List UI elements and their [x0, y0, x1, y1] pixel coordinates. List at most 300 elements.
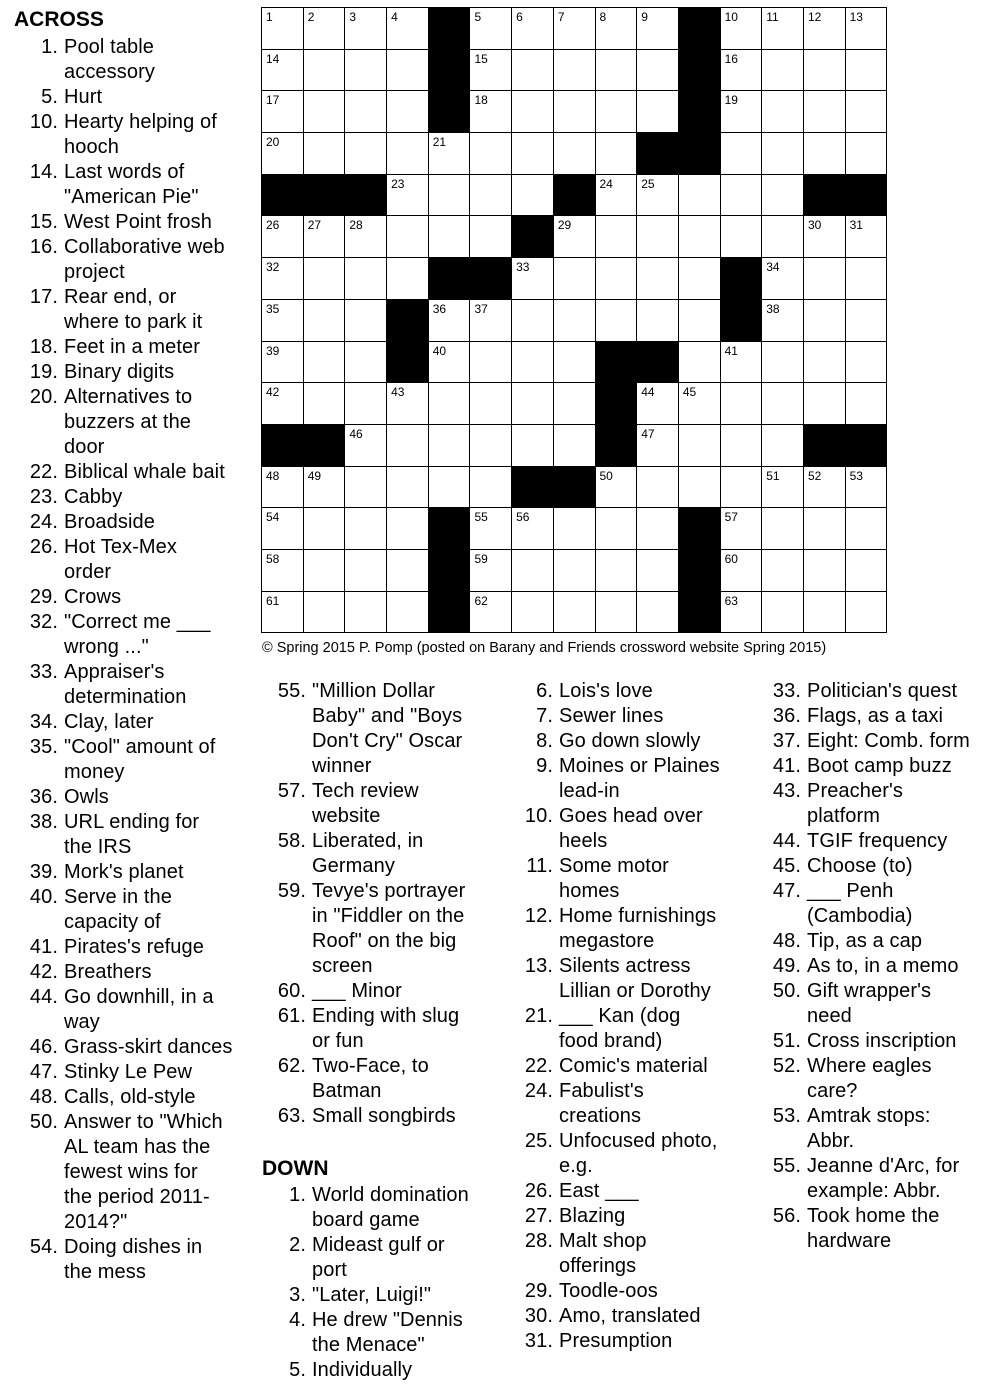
clue-text-line: Unfocused photo,: [559, 1130, 718, 1152]
grid-cell[interactable]: [596, 508, 638, 550]
grid-cell[interactable]: [262, 467, 304, 509]
grid-cell[interactable]: [637, 467, 679, 509]
clue-text-line: determination: [64, 686, 187, 708]
grid-cell[interactable]: [512, 91, 554, 133]
grid-cell[interactable]: [679, 425, 721, 467]
grid-cell[interactable]: [387, 133, 429, 175]
grid-cell[interactable]: [304, 508, 346, 550]
grid-cell[interactable]: [512, 592, 554, 634]
grid-cell[interactable]: [345, 425, 387, 467]
grid-cell[interactable]: [762, 133, 804, 175]
grid-cell[interactable]: [721, 508, 763, 550]
grid-cell[interactable]: [512, 508, 554, 550]
grid-cell[interactable]: [387, 258, 429, 300]
grid-cell[interactable]: [262, 508, 304, 550]
grid-cell[interactable]: [262, 342, 304, 384]
grid-cell[interactable]: [429, 300, 471, 342]
grid-cell[interactable]: [387, 8, 429, 50]
grid-cell[interactable]: [762, 508, 804, 550]
clue-text-line: Collaborative web: [64, 236, 225, 258]
grid-cell[interactable]: [637, 592, 679, 634]
grid-cell[interactable]: [554, 383, 596, 425]
grid-cell[interactable]: [721, 467, 763, 509]
grid-cell[interactable]: [345, 508, 387, 550]
grid-cell[interactable]: [387, 216, 429, 258]
clue-text-line: Amtrak stops:: [807, 1105, 931, 1127]
grid-cell[interactable]: [387, 467, 429, 509]
grid-cell[interactable]: [512, 175, 554, 217]
grid-cell[interactable]: [387, 550, 429, 592]
clue: [757, 829, 985, 854]
clue: [262, 1308, 512, 1358]
grid-cell[interactable]: [345, 592, 387, 634]
clue-number: 10.: [524, 805, 553, 827]
grid-cell[interactable]: [846, 508, 888, 550]
grid-cell[interactable]: [846, 258, 888, 300]
grid-cell[interactable]: [804, 216, 846, 258]
clue-text-line: Feet in a meter: [64, 336, 201, 358]
grid-cell[interactable]: [512, 383, 554, 425]
grid-cell[interactable]: [846, 8, 888, 50]
grid-cell[interactable]: [387, 592, 429, 634]
grid-cell[interactable]: [304, 300, 346, 342]
grid-cell[interactable]: [429, 175, 471, 217]
grid-cell[interactable]: [804, 300, 846, 342]
grid-cell[interactable]: [596, 467, 638, 509]
clue-text-line: West Point frosh: [64, 211, 212, 233]
clue-text-line: Eight: Comb. form: [807, 730, 970, 752]
clue-number: 6.: [536, 680, 553, 702]
clue-text-line: capacity of: [64, 911, 161, 933]
clue-column-1: [14, 35, 254, 1285]
cell-number: 38: [766, 301, 780, 316]
black-square: [846, 425, 888, 467]
grid-cell[interactable]: [846, 133, 888, 175]
grid-cell[interactable]: [345, 300, 387, 342]
clue-text-line: Tevye's portrayer: [312, 880, 466, 902]
clue-text-line: "American Pie": [64, 186, 199, 208]
grid-cell[interactable]: [304, 258, 346, 300]
grid-cell[interactable]: [345, 216, 387, 258]
grid-cell[interactable]: [679, 175, 721, 217]
grid-cell[interactable]: [345, 550, 387, 592]
grid-cell[interactable]: [721, 8, 763, 50]
black-square: [429, 50, 471, 92]
grid-cell[interactable]: [262, 216, 304, 258]
black-square: [846, 175, 888, 217]
grid-cell[interactable]: [804, 550, 846, 592]
grid-cell[interactable]: [345, 258, 387, 300]
grid-cell[interactable]: [470, 550, 512, 592]
black-square: [304, 425, 346, 467]
grid-cell[interactable]: [304, 216, 346, 258]
clue: [262, 979, 512, 1004]
grid-cell[interactable]: [345, 8, 387, 50]
black-square: [554, 175, 596, 217]
clue: [14, 85, 254, 110]
grid-cell[interactable]: [679, 216, 721, 258]
clue-text-line: Breathers: [64, 961, 152, 983]
clue: [757, 779, 985, 829]
grid-cell[interactable]: [721, 175, 763, 217]
clue-text-line: As to, in a memo: [807, 955, 959, 977]
grid-cell[interactable]: [637, 258, 679, 300]
grid-cell[interactable]: [304, 550, 346, 592]
grid-cell[interactable]: [721, 550, 763, 592]
grid-cell[interactable]: [387, 383, 429, 425]
grid-cell[interactable]: [304, 467, 346, 509]
black-square: [554, 467, 596, 509]
grid-cell[interactable]: [345, 467, 387, 509]
grid-cell[interactable]: [429, 342, 471, 384]
grid-cell[interactable]: [804, 91, 846, 133]
clue-text-line: care?: [807, 1080, 858, 1102]
grid-cell[interactable]: [554, 550, 596, 592]
grid-cell[interactable]: [804, 467, 846, 509]
grid-cell[interactable]: [637, 175, 679, 217]
grid-cell[interactable]: [762, 175, 804, 217]
grid-cell[interactable]: [679, 467, 721, 509]
grid-cell[interactable]: [470, 508, 512, 550]
clue-number: 30.: [524, 1305, 553, 1327]
clue-text-line: Biblical whale bait: [64, 461, 225, 483]
grid-cell[interactable]: [762, 550, 804, 592]
grid-cell[interactable]: [679, 342, 721, 384]
clue: [509, 804, 759, 854]
grid-cell[interactable]: [304, 383, 346, 425]
grid-cell[interactable]: [637, 216, 679, 258]
grid-cell[interactable]: [470, 383, 512, 425]
grid-cell[interactable]: [721, 91, 763, 133]
clue: [757, 704, 985, 729]
black-square: [679, 550, 721, 592]
grid-cell[interactable]: [470, 342, 512, 384]
grid-cell[interactable]: [512, 8, 554, 50]
grid-cell[interactable]: [846, 342, 888, 384]
clue-number: 46.: [29, 1036, 58, 1058]
grid-cell[interactable]: [762, 467, 804, 509]
clue-number: 31.: [524, 1330, 553, 1352]
clue-text-line: the mess: [64, 1261, 146, 1283]
clue-number: 43.: [772, 780, 801, 802]
clue-number: 55.: [772, 1155, 801, 1177]
clue-number: 33.: [772, 680, 801, 702]
grid-cell[interactable]: [387, 175, 429, 217]
grid-cell[interactable]: [596, 300, 638, 342]
clue-number: 44.: [772, 830, 801, 852]
grid-cell[interactable]: [804, 133, 846, 175]
grid-cell[interactable]: [721, 50, 763, 92]
grid-cell[interactable]: [804, 50, 846, 92]
grid-cell[interactable]: [554, 91, 596, 133]
grid-cell[interactable]: [429, 383, 471, 425]
clue-text-line: Rear end, or: [64, 286, 177, 308]
grid-cell[interactable]: [262, 91, 304, 133]
cell-number: 4: [391, 10, 398, 24]
cell-number: 7: [557, 10, 565, 24]
grid-cell[interactable]: [804, 592, 846, 634]
clue-number: 11.: [526, 855, 553, 877]
grid-cell[interactable]: [262, 300, 304, 342]
grid-cell[interactable]: [262, 383, 304, 425]
clue-text-line: screen: [312, 955, 373, 977]
grid-cell[interactable]: [512, 258, 554, 300]
clue-number: 49.: [772, 955, 801, 977]
grid-cell[interactable]: [512, 133, 554, 175]
grid-cell[interactable]: [762, 216, 804, 258]
grid-cell[interactable]: [721, 133, 763, 175]
grid-cell[interactable]: [762, 258, 804, 300]
grid-cell[interactable]: [470, 8, 512, 50]
grid-cell[interactable]: [345, 133, 387, 175]
grid-cell[interactable]: [804, 383, 846, 425]
grid-cell[interactable]: [470, 175, 512, 217]
grid-cell[interactable]: [429, 425, 471, 467]
grid-cell[interactable]: [262, 133, 304, 175]
clue-text-line: Boot camp buzz: [807, 755, 952, 777]
grid-cell[interactable]: [846, 216, 888, 258]
cell-number: 56: [516, 510, 530, 525]
clue-number: 23.: [29, 486, 58, 508]
grid-cell[interactable]: [429, 467, 471, 509]
grid-cell[interactable]: [637, 383, 679, 425]
grid-cell[interactable]: [262, 50, 304, 92]
grid-cell[interactable]: [470, 425, 512, 467]
grid-cell[interactable]: [387, 508, 429, 550]
grid-cell[interactable]: [762, 50, 804, 92]
grid-cell[interactable]: [637, 8, 679, 50]
cell-number: 1: [266, 10, 273, 24]
grid-cell[interactable]: [762, 592, 804, 634]
grid-cell[interactable]: [679, 300, 721, 342]
clue: [757, 1204, 985, 1254]
grid-cell[interactable]: [262, 258, 304, 300]
grid-cell[interactable]: [554, 216, 596, 258]
clue-text-line: Pirates's refuge: [64, 936, 204, 958]
clue-number: 22.: [524, 1055, 553, 1077]
grid-cell[interactable]: [554, 133, 596, 175]
clue-number: 1.: [289, 1184, 306, 1206]
grid-cell[interactable]: [387, 50, 429, 92]
clue-text-line: Blazing: [559, 1205, 626, 1227]
black-square: [804, 425, 846, 467]
grid-cell[interactable]: [512, 550, 554, 592]
grid-cell[interactable]: [637, 300, 679, 342]
grid-cell[interactable]: [470, 592, 512, 634]
grid-cell[interactable]: [554, 8, 596, 50]
grid-cell[interactable]: [721, 592, 763, 634]
grid-cell[interactable]: [762, 8, 804, 50]
grid-cell[interactable]: [596, 175, 638, 217]
grid-cell[interactable]: [470, 300, 512, 342]
grid-cell[interactable]: [304, 133, 346, 175]
grid-cell[interactable]: [345, 50, 387, 92]
clue-number: 25.: [524, 1130, 553, 1152]
clue: [509, 1079, 759, 1129]
clue-number: 62.: [277, 1055, 306, 1077]
grid-cell[interactable]: [387, 91, 429, 133]
cell-number: 42: [266, 385, 280, 400]
grid-cell[interactable]: [721, 383, 763, 425]
clue: [14, 385, 254, 460]
clue-number: 26.: [29, 536, 58, 558]
grid-cell[interactable]: [554, 508, 596, 550]
cell-number: 14: [266, 51, 280, 66]
clue-text-line: order: [64, 561, 112, 583]
grid-cell[interactable]: [429, 133, 471, 175]
clue-number: 37.: [772, 730, 801, 752]
clue: [14, 335, 254, 360]
clue-text-line: money: [64, 761, 125, 783]
clue-text-line: Cabby: [64, 486, 123, 508]
black-square: [721, 300, 763, 342]
clue-text-line: ___ Minor: [312, 980, 402, 1002]
grid-cell[interactable]: [554, 50, 596, 92]
grid-cell[interactable]: [470, 50, 512, 92]
grid-cell[interactable]: [804, 508, 846, 550]
grid-cell[interactable]: [596, 592, 638, 634]
clue-text-line: Appraiser's: [64, 661, 165, 683]
grid-cell[interactable]: [596, 550, 638, 592]
clue-text-line: Mideast gulf or: [312, 1234, 445, 1256]
clue-text-line: Broadside: [64, 511, 155, 533]
grid-cell[interactable]: [262, 592, 304, 634]
grid-cell[interactable]: [345, 383, 387, 425]
grid-cell[interactable]: [512, 300, 554, 342]
clue-number: 8.: [536, 730, 553, 752]
grid-cell[interactable]: [554, 258, 596, 300]
grid-cell[interactable]: [762, 91, 804, 133]
grid-cell[interactable]: [470, 91, 512, 133]
grid-cell[interactable]: [637, 50, 679, 92]
grid-cell[interactable]: [721, 342, 763, 384]
grid-cell[interactable]: [304, 342, 346, 384]
grid-cell[interactable]: [345, 342, 387, 384]
grid-cell[interactable]: [762, 300, 804, 342]
grid-cell[interactable]: [554, 300, 596, 342]
clue: [14, 710, 254, 735]
grid-cell[interactable]: [512, 342, 554, 384]
grid-cell[interactable]: [762, 383, 804, 425]
grid-cell[interactable]: [804, 342, 846, 384]
grid-cell[interactable]: [304, 91, 346, 133]
grid-cell[interactable]: [762, 425, 804, 467]
grid-cell[interactable]: [596, 91, 638, 133]
clue-text-line: Last words of: [64, 161, 185, 183]
grid-cell[interactable]: [262, 8, 304, 50]
grid-cell[interactable]: [846, 50, 888, 92]
clue: [14, 735, 254, 785]
clue-text-line: or fun: [312, 1030, 364, 1052]
clue: [262, 1054, 512, 1104]
grid-cell[interactable]: [679, 383, 721, 425]
clue: [262, 1004, 512, 1054]
grid-cell[interactable]: [512, 50, 554, 92]
clue-number: 29.: [524, 1280, 553, 1302]
grid-cell[interactable]: [262, 550, 304, 592]
cell-number: 24: [599, 176, 613, 191]
clue-text-line: Lois's love: [559, 680, 653, 702]
clue-text-line: Doing dishes in: [64, 1236, 203, 1258]
grid-cell[interactable]: [846, 383, 888, 425]
grid-cell[interactable]: [762, 342, 804, 384]
grid-cell[interactable]: [304, 50, 346, 92]
clue: [14, 860, 254, 885]
clue: [509, 904, 759, 954]
black-square: [345, 175, 387, 217]
clue: [509, 704, 759, 729]
grid-cell[interactable]: [637, 550, 679, 592]
black-square: [679, 508, 721, 550]
clue: [14, 1085, 254, 1110]
cell-number: 17: [266, 93, 280, 108]
grid-cell[interactable]: [846, 550, 888, 592]
clue-number: 20.: [29, 386, 58, 408]
grid-cell[interactable]: [387, 425, 429, 467]
grid-cell[interactable]: [721, 216, 763, 258]
clue-text-line: Choose (to): [807, 855, 913, 877]
grid-cell[interactable]: [596, 8, 638, 50]
clue: [757, 879, 985, 929]
grid-cell[interactable]: [304, 592, 346, 634]
grid-cell[interactable]: [596, 133, 638, 175]
grid-cell[interactable]: [721, 425, 763, 467]
grid-cell[interactable]: [637, 508, 679, 550]
clue-number: 51.: [772, 1030, 801, 1052]
grid-cell[interactable]: [596, 258, 638, 300]
grid-cell[interactable]: [637, 425, 679, 467]
clue: [757, 854, 985, 879]
cell-number: 18: [474, 93, 488, 108]
black-square: [679, 50, 721, 92]
clue: [14, 485, 254, 510]
clue-number: 14.: [29, 161, 58, 183]
grid-cell[interactable]: [554, 342, 596, 384]
cell-number: 9: [641, 10, 648, 24]
clue: [14, 935, 254, 960]
clue: [14, 35, 254, 85]
grid-cell[interactable]: [470, 467, 512, 509]
grid-cell[interactable]: [512, 425, 554, 467]
grid-cell[interactable]: [470, 216, 512, 258]
grid-cell[interactable]: [679, 258, 721, 300]
clue-text-line: 2014?": [64, 1211, 128, 1233]
clue-number: 19.: [29, 361, 58, 383]
grid-cell[interactable]: [554, 592, 596, 634]
grid-cell[interactable]: [345, 91, 387, 133]
cell-number: 59: [474, 551, 488, 566]
clue-text-line: Goes head over: [559, 805, 703, 827]
grid-cell[interactable]: [846, 91, 888, 133]
grid-cell[interactable]: [429, 216, 471, 258]
black-square: [679, 592, 721, 634]
grid-cell[interactable]: [846, 300, 888, 342]
clue-text-line: homes: [559, 880, 620, 902]
grid-cell[interactable]: [304, 8, 346, 50]
clue-number: 39.: [29, 861, 58, 883]
clue-text-line: Binary digits: [64, 361, 175, 383]
grid-cell[interactable]: [637, 91, 679, 133]
grid-cell[interactable]: [470, 133, 512, 175]
grid-cell[interactable]: [846, 467, 888, 509]
clue-number: 5.: [41, 86, 58, 108]
grid-cell[interactable]: [804, 8, 846, 50]
grid-cell[interactable]: [846, 592, 888, 634]
grid-cell[interactable]: [596, 216, 638, 258]
grid-cell[interactable]: [554, 425, 596, 467]
grid-cell[interactable]: [804, 258, 846, 300]
grid-cell[interactable]: [596, 50, 638, 92]
